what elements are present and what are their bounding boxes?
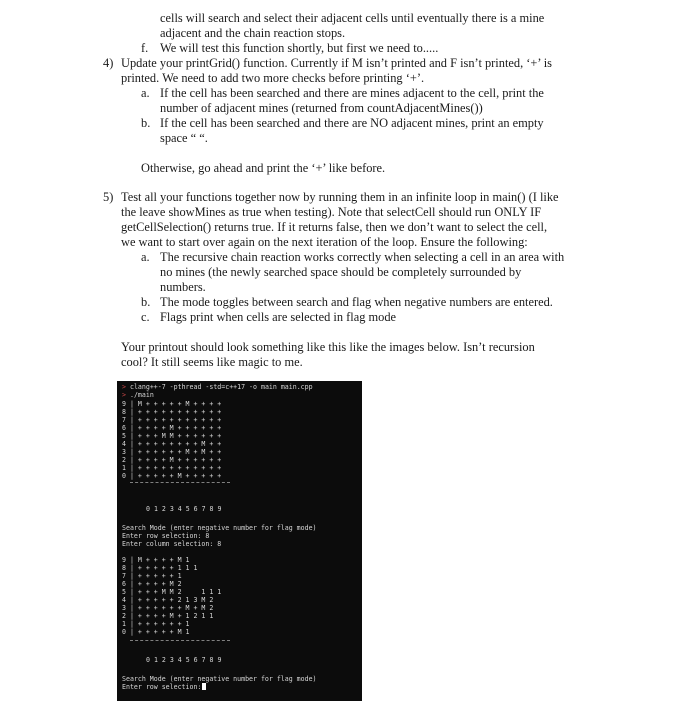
prompt-symbol: > [122,383,126,391]
item-4-marker: 4) [103,56,114,70]
grid-row: 7 | + + + + + + + + + + + [122,416,222,424]
grid-row: 5 | + + + M M 2 1 1 1 [122,588,222,596]
item-4-line-2: printed. We need to add two more checks before printing ‘+’. [121,71,425,85]
prompt-symbol-2: > [122,391,126,399]
grid-row: 0 | + + + + + M + + + + + [122,472,222,480]
compile-command: clang++-7 -pthread -std=c++17 -o main main.cpp [129,383,313,391]
grid-row: 4 | + + + + + 2 1 3 M 2 [122,596,214,604]
grid-row: 2 | + + + + M + + + + + + [122,456,222,464]
row-selection-prompt-2 [122,683,206,691]
axis-rule-2 [130,640,230,642]
item-5-marker: 5) [103,190,114,204]
item-5-line-4: we want to start over again on the next iteration of the loop. Ensure the following: [121,235,528,249]
axis-labels-2: 0 1 2 3 4 5 6 7 8 9 [146,656,222,664]
continuation-line-1: cells will search and select their adjacent cells until eventually there is a mine [160,11,545,25]
grid-row: 2 | + + + + M + 1 2 1 1 [122,612,214,620]
terminal-command-line-2 [122,391,154,399]
continuation-line-2: adjacent and the chain reaction stops. [160,26,346,40]
grid-row: 6 | + + + + M 2 [122,580,182,588]
item-4b-marker: b. [141,116,151,130]
grid-row: 4 | + + + + + + + + M + + [122,440,222,448]
item-4a-line-2: number of adjacent mines (returned from countAdjacentMines()) [160,101,483,115]
item-5b-marker: b. [141,295,151,309]
grid-row: 8 | + + + + + 1 1 1 [122,564,198,572]
grid-row: 9 | M + + + + M 1 [122,556,190,564]
search-mode-prompt: Search Mode (enter negative number for flag mode) [122,524,317,532]
grid-row: 5 | + + + M M + + + + + + [122,432,222,440]
item-4a-marker: a. [141,86,150,100]
axis-labels-1: 0 1 2 3 4 5 6 7 8 9 [146,505,222,513]
closing-line-2: cool? It still seems like magic to me. [121,355,303,369]
item-5b-line-1: The mode toggles between search and flag when negative numbers are entered. [160,295,553,309]
grid-row: 3 | + + + + + + M + M + + [122,448,222,456]
grid-row: 7 | + + + + + 1 [122,572,182,580]
grid-row: 6 | + + + + M + + + + + + [122,424,222,432]
grid-row: 8 | + + + + + + + + + + + [122,408,222,416]
axis-rule-1 [130,482,230,484]
item-5a-line-3: numbers. [160,280,206,294]
column-selection-prompt: Enter column selection: 8 [122,540,222,548]
item-5c-marker: c. [141,310,150,324]
item-f-text: We will test this function shortly, but first we need to..... [160,41,439,55]
closing-line-1: Your printout should look something like this like the images below. Isn’t recursion [121,340,535,354]
item-4-otherwise: Otherwise, go ahead and print the ‘+’ like before. [141,161,386,175]
terminal-screenshot [117,381,362,701]
item-5c-line-1: Flags print when cells are selected in flag mode [160,310,397,324]
item-5-line-3: getCellSelection() returns true. If it returns false, then we don’t want to select the cell, [121,220,548,234]
run-command: ./main [129,391,154,399]
grid-row: 1 | + + + + + + 1 [122,620,190,628]
grid-row: 1 | + + + + + + + + + + + [122,464,222,472]
item-4b-line-1: If the cell has been searched and there are NO adjacent mines, print an empty [160,116,544,130]
item-5a-line-2: no mines (the newly searched space should be completely surrounded by [160,265,522,279]
terminal-command-line-1 [122,383,313,391]
row-selection-prompt: Enter row selection: 8 [122,532,210,540]
item-4a-line-1: If the cell has been searched and there are mines adjacent to the cell, print the [160,86,544,100]
item-4-line-1: Update your printGrid() function. Currently if M isn’t printed and F isn’t printed, ‘+’ is [121,56,552,70]
row-selection-text-2: Enter row selection: [122,683,202,691]
item-5-line-1: Test all your functions together now by running them in an infinite loop in main() (I like [121,190,559,204]
item-4b-line-2: space “ “. [160,131,208,145]
item-5a-line-1: The recursive chain reaction works correctly when selecting a cell in an area with [160,250,565,264]
item-5-line-2: the leave showMines as true when testing). Note that selectCell should run ONLY IF [121,205,542,219]
grid-row: 3 | + + + + + + M + M 2 [122,604,214,612]
item-f-marker: f. [141,41,149,55]
grid-row: 0 | + + + + + M 1 [122,628,190,636]
item-5a-marker: a. [141,250,150,264]
grid-row: 9 | M + + + + + M + + + + [122,400,222,408]
search-mode-prompt-2: Search Mode (enter negative number for flag mode) [122,675,317,683]
terminal-cursor [202,683,206,690]
